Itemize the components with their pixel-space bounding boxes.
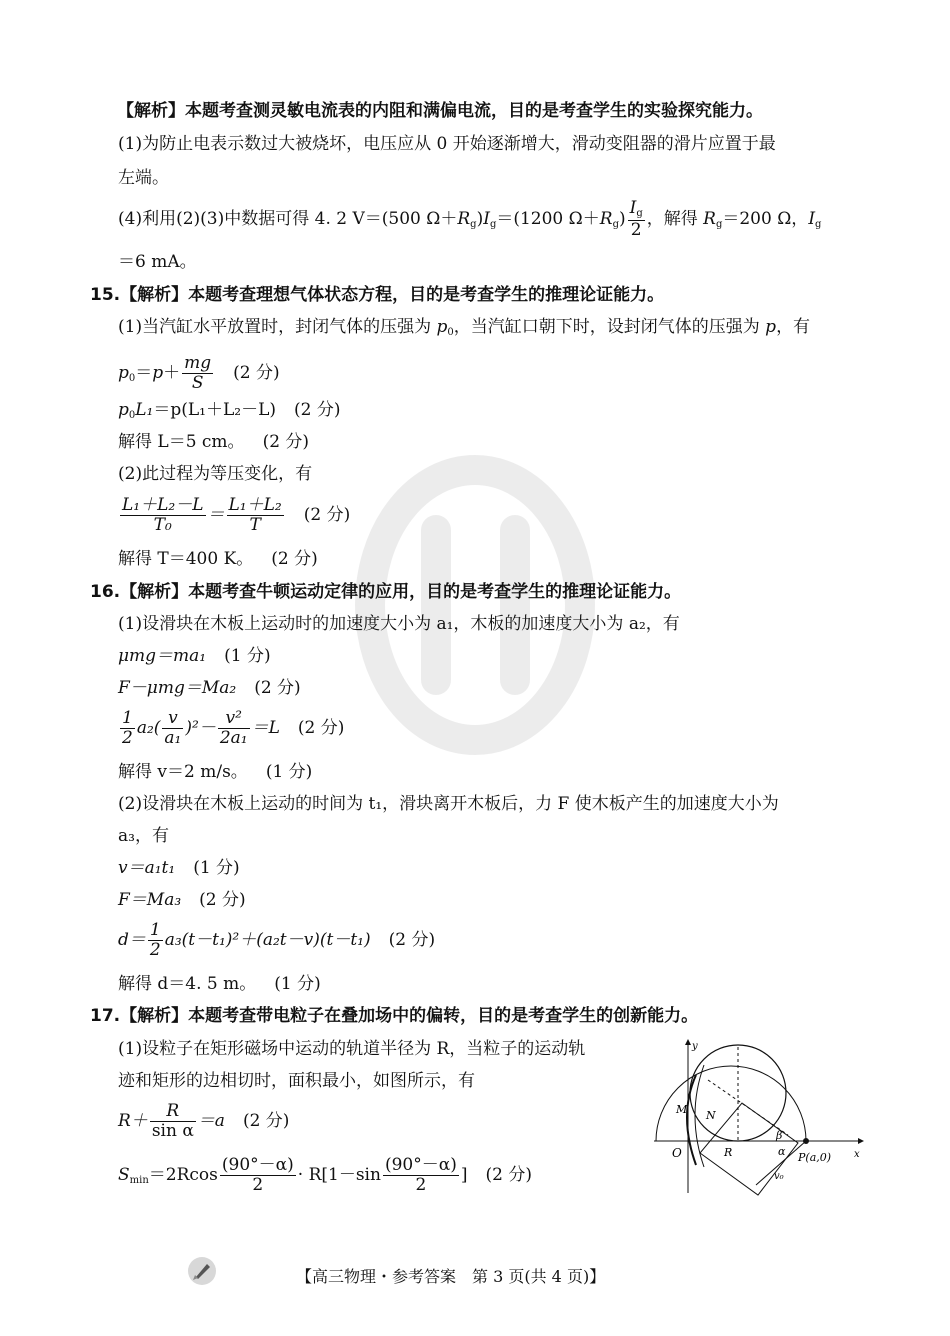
q14-step4-result: ＝6 mA。 <box>118 252 197 272</box>
label-y: y <box>692 1041 698 1052</box>
q15-result-T: 解得 T＝400 K。 (2 分) <box>118 549 318 569</box>
q15-equation-2: $p_0L_1=p(L_1+L_2-L)$ (2 分) <box>118 400 341 421</box>
q14-step1-line1: (1)为防止电表示数过大被烧坏，电压应从 0 开始逐渐增大，滑动变阻器的滑片应置于最 <box>118 134 776 154</box>
label-O: O <box>672 1146 682 1160</box>
label-alpha: α <box>778 1145 786 1158</box>
x-axis <box>654 1138 864 1144</box>
label-x: x <box>854 1149 860 1160</box>
q14-step1-line2: 左端。 <box>118 168 169 188</box>
q16-equation-3: $\frac{1}{2}$ a₂( $\frac{v}{\text{a₁}}$ )²－ $\frac{\text{v²}}{\text{2a₁}}$ ＝L (2 分) <box>122 708 345 748</box>
q15-step1-text: (1)当汽缸水平放置时，封闭气体的压强为 $p_0$，当汽缸口朝下时，设封闭气体的压强为 p，有 <box>118 317 811 338</box>
q16-equation-1: μmg＝ma₁ (1 分) <box>118 646 271 666</box>
label-beta: β <box>776 1129 783 1142</box>
q17-equation-2: $S_{min}=2Rcos$ $\frac{(90^\circ-\alpha)}{2}$ · R[1－sin $\frac{(90^\circ-\alpha)}{2}$ ] (2 分) <box>118 1155 532 1195</box>
q16-heading: 16.【解析】本题考查牛顿运动定律的应用，目的是考查学生的推理论证能力。 <box>90 582 682 602</box>
q17-step1-line1: (1)设粒子在矩形磁场中运动的轨道半径为 R，当粒子的运动轨 <box>118 1039 586 1059</box>
q16-step1-text: (1)设滑块在木板上运动时的加速度大小为 a₁，木板的加速度大小为 a₂，有 <box>118 614 680 634</box>
point-P <box>803 1138 809 1144</box>
q17-diagram <box>648 1035 880 1205</box>
q16-equation-5: F＝Ma₃ (2 分) <box>118 890 246 910</box>
q16-step2-line1: (2)设滑块在木板上运动的时间为 t₁，滑块离开木板后，力 F 使木板产生的加速度大小为 <box>118 794 779 814</box>
label-R: R <box>724 1146 733 1159</box>
q17-heading: 17.【解析】本题考查带电粒子在叠加场中的偏转，目的是考查学生的创新能力。 <box>90 1006 699 1026</box>
label-v0: v₀ <box>774 1171 784 1182</box>
q16-result-d: 解得 d＝4. 5 m。 (1 分) <box>118 974 321 994</box>
q16-equation-4: v＝a₁t₁ (1 分) <box>118 858 240 878</box>
q16-step2-line2: a₃，有 <box>118 826 169 846</box>
q15-heading: 15.【解析】本题考查理想气体状态方程，目的是考查学生的推理论证能力。 <box>90 285 665 305</box>
q14-heading: 【解析】本题考查测灵敏电流表的内阻和满偏电流，目的是考查学生的实验探究能力。 <box>117 101 763 121</box>
watermark-logo <box>355 455 595 755</box>
q15-result-L: 解得 L＝5 cm。 (2 分) <box>118 432 310 452</box>
label-M: M <box>676 1103 688 1116</box>
q16-equation-2: F－μmg＝Ma₂ (2 分) <box>118 678 301 698</box>
q16-result-v: 解得 v＝2 m/s。 (1 分) <box>118 762 313 782</box>
q17-equation-1: R＋ $\frac{R}{\text{sin α}}$ ＝a (2 分) <box>118 1101 290 1141</box>
q15-equation-3: $\frac{\text{L₁＋L₂－L}}{\text{T₀}}$ ＝ $\frac{\text{L₁＋L₂}}{T}$ (2 分) <box>122 495 351 535</box>
rocket-icon <box>185 1256 219 1286</box>
q16-equation-6: d＝ $\frac{1}{2}$ a₃(t－t₁)²＋(a₂t－v)(t－t₁) (2 分) <box>118 920 436 960</box>
q15-step2-text: (2)此过程为等压变化，有 <box>118 464 313 484</box>
q14-step4-equation: (4)利用(2)(3)中数据可得 4. 2 V＝(500 $\Omega+R_g)I_g=(1200$ $\Omega+R_g$) $\frac{I_g}{2}$ ，解得 $R_g=200$ Ω，$I_g$ <box>118 198 822 240</box>
q15-equation-1: $p_0=p+$ $\frac{mg}{S}$ (2 分) <box>118 353 280 393</box>
q17-step1-line2: 迹和矩形的边相切时，面积最小，如图所示，有 <box>118 1071 475 1091</box>
page-footer: 【高三物理・参考答案 第 3 页(共 4 页)】 <box>296 1267 606 1286</box>
label-N: N <box>706 1109 716 1122</box>
label-P: P(a,0) <box>798 1151 832 1164</box>
